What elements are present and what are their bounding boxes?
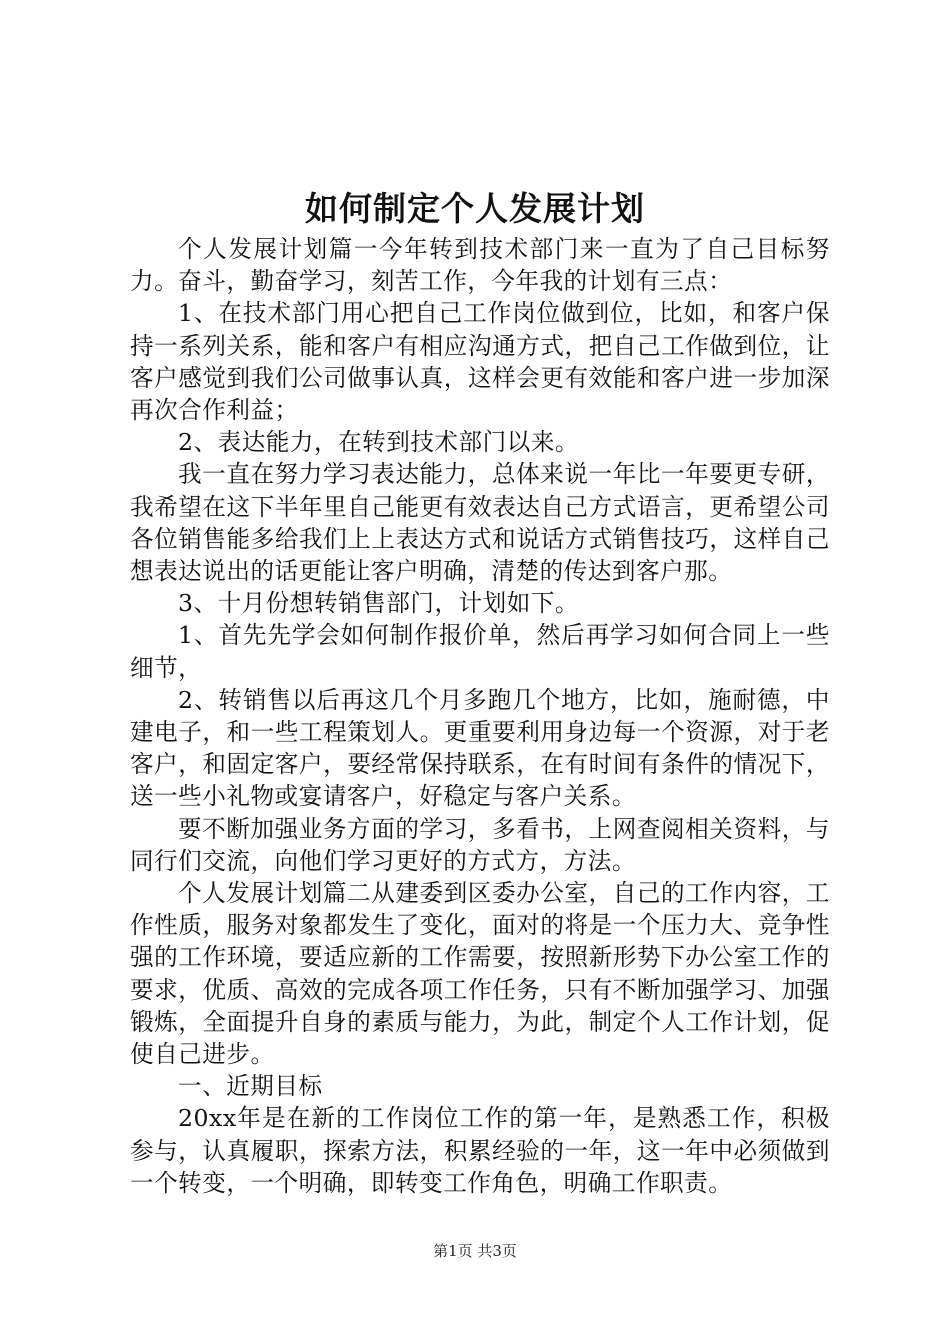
paragraph: 个人发展计划篇一今年转到技术部门来一直为了自己目标努力。奋斗，勤奋学习，刻苦工作，今年我的计划有三点： (130, 235, 830, 296)
paragraph: 2、转销售以后再这几个月多跑几个地方，比如，施耐德，中建电子，和一些工程策划人。更重要利用身边每一个资源，对于老客户，和固定客户，要经常保持联系，在有时间有条件的情况下，送一些小礼物或宴请客户，好稳定与客户关系。 (130, 685, 830, 811)
paragraph: 个人发展计划篇二从建委到区委办公室，自己的工作内容，工作性质，服务对象都发生了变化，面对的将是一个压力大、竞争性强的工作环境，要适应新的工作需要，按照新形势下办公室工作的要求，优质、高效的完成各项工作任务，只有不断加强学习、加强锻炼，全面提升自身的素质与能力，为此，制定个人工作计划，促使自己进步。 (130, 879, 830, 1069)
paragraph: 20xx年是在新的工作岗位工作的第一年，是熟悉工作，积极参与，认真履职，探索方法，积累经验的一年，这一年中必须做到一个转变，一个明确，即转变工作角色，明确工作职责。 (130, 1104, 830, 1197)
paragraph: 3、十月份想转销售部门，计划如下。 (178, 589, 580, 618)
paragraph: 我一直在努力学习表达能力，总体来说一年比一年要更专研，我希望在这下半年里自己能更有效表达自己方式语言，更希望公司各位销售能多给我们上上表达方式和说话方式销售技巧，这样自己想表达说出的话更能让客户明确，清楚的传达到客户那。 (130, 460, 830, 586)
paragraph: 要不断加强业务方面的学习，多看书，上网查阅相关资料，与同行们交流，向他们学习更好的方式方，方法。 (130, 814, 830, 875)
document-title: 如何制定个人发展计划 (305, 189, 645, 228)
page-number: 第1页 共3页 (433, 1242, 517, 1260)
paragraph: 1、在技术部门用心把自己工作岗位做到位，比如，和客户保持一系列关系，能和客户有相应沟通方式，把自己工作做到位，让客户感觉到我们公司做事认真，这样会更有效能和客户进一步加深再次合作利益； (130, 299, 830, 425)
paragraph: 2、表达能力，在转到技术部门以来。 (178, 428, 580, 457)
paragraph: 1、首先先学会如何制作报价单，然后再学习如何合同上一些细节， (130, 621, 830, 682)
section-heading: 一、近期目标 (178, 1072, 323, 1101)
document-body (130, 233, 830, 1199)
